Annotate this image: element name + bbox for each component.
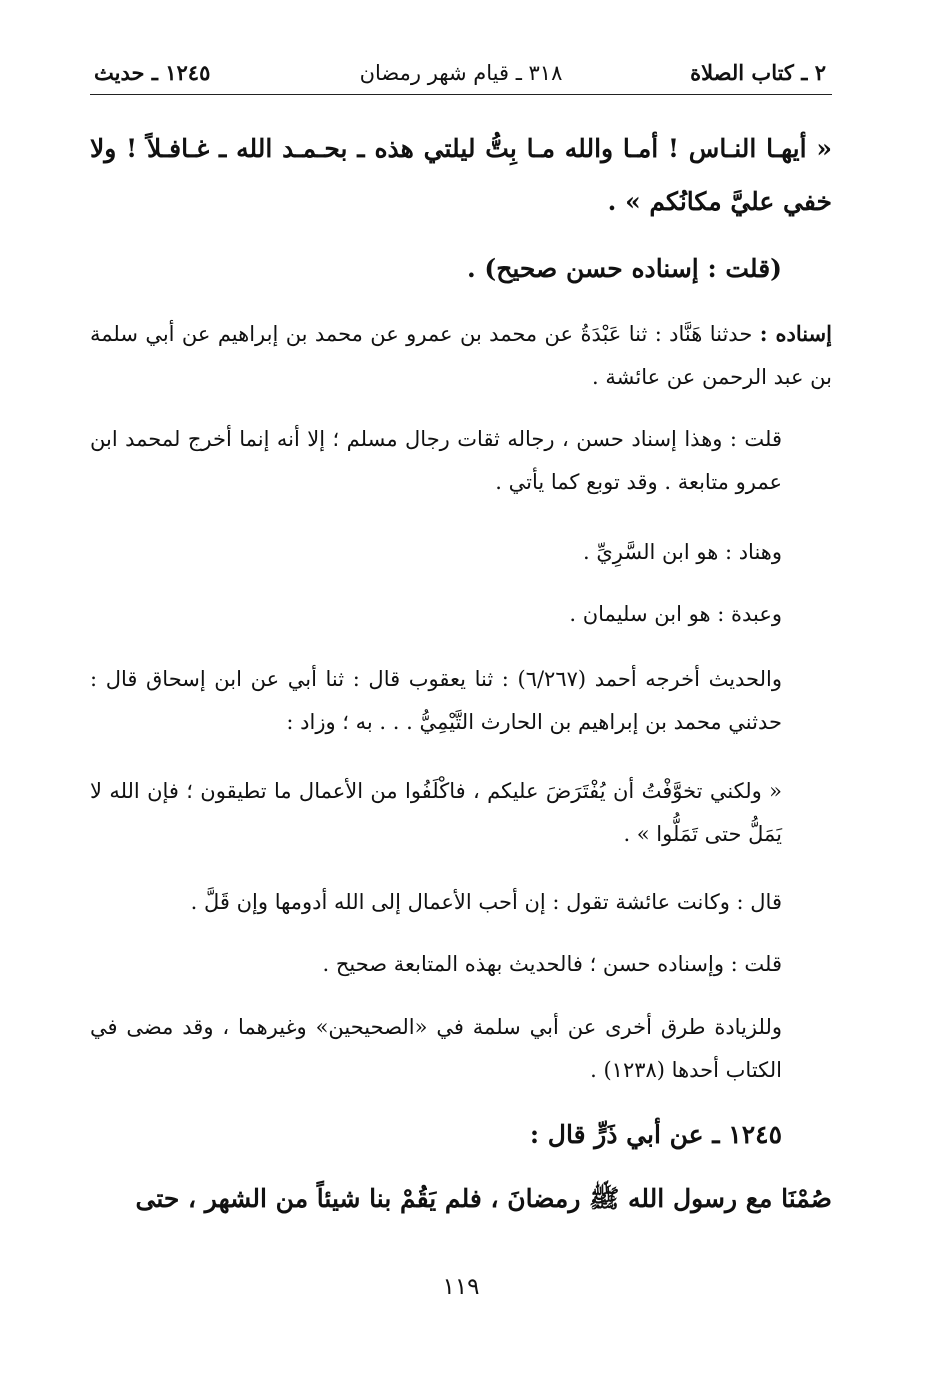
additional-routes-paragraph: وللزيادة طرق أخرى عن أبي سلمة في «الصحيحين» وغيرهما ، وقد مضى في الكتاب أحدها (١٢٣٨) . <box>90 1015 782 1082</box>
grading-note: (قلت : إسناده حسن صحيح) . <box>466 254 782 283</box>
narrator-note-hannad: وهناد : هو ابن السَّرِيِّ . <box>582 540 782 564</box>
isnad-paragraph <box>90 312 832 399</box>
page-number: ١١٩ <box>442 1274 480 1300</box>
aisha-saying-paragraph: قال : وكانت عائشة تقول : إن أحب الأعمال إلى الله أدومها وإن قَلَّ . <box>190 890 782 914</box>
hadith-heading: ١٢٤٥ ـ عن أبي ذَرٍّ قال : <box>529 1120 782 1149</box>
hadith-quote-paragraph: « أيهـا النـاس ! أمـا والله مـا بِتُّ ليلتي هذه ـ بحـمـد الله ـ غـافـلاً ! ولا خفي عليَّ مكانُكم » . <box>90 134 832 216</box>
narrator-note-abda: وعبدة : هو ابن سليمان . <box>569 602 782 626</box>
header-book-title: ٢ ـ كتاب الصلاة <box>690 60 826 85</box>
addition-quote-paragraph: « ولكني تخوَّفْتُ أن يُفْتَرَضَ عليكم ، فاكْلَفُوا من الأعمال ما تطيقون ؛ فإن الله لا يَمَلُّ حتى تَمَلُّوا » . <box>90 779 782 846</box>
takhrij-paragraph: والحديث أخرجه أحمد (٦/٢٦٧) : ثنا يعقوب قال : ثنا أبي عن ابن إسحاق قال : حدثني محمد بن إبراهيم بن الحارث التَّيْمِيُّ . . . به ؛ وزاد : <box>90 667 782 734</box>
commentary-paragraph: قلت : وهذا إسناد حسن ، رجاله ثقات رجال مسلم ؛ إلا أنه إنما أخرج لمحمد ابن عمرو متابعة . وقد توبع كما يأتي . <box>90 427 782 494</box>
hadith-text-start: صُمْنَا مع رسول الله ﷺ رمضانَ ، فلم يَقُمْ بنا شيئاً من الشهر ، حتى <box>135 1184 832 1213</box>
conclusion-paragraph: قلت : وإسناده حسن ؛ فالحديث بهذه المتابعة صحيح . <box>322 952 782 976</box>
document-page <box>90 52 832 1342</box>
isnad-label: إسناده : <box>759 321 832 346</box>
isnad-text: حدثنا هَنَّاد : ثنا عَبْدَةُ عن محمد بن عمرو عن محمد بن إبراهيم عن أبي سلمة بن عبد الرحمن عن عائشة . <box>90 322 832 389</box>
header-hadith-number: ١٢٤٥ ـ حديث <box>94 60 211 85</box>
running-header <box>90 52 832 95</box>
header-chapter-title: ٣١٨ ـ قيام شهر رمضان <box>359 61 563 85</box>
